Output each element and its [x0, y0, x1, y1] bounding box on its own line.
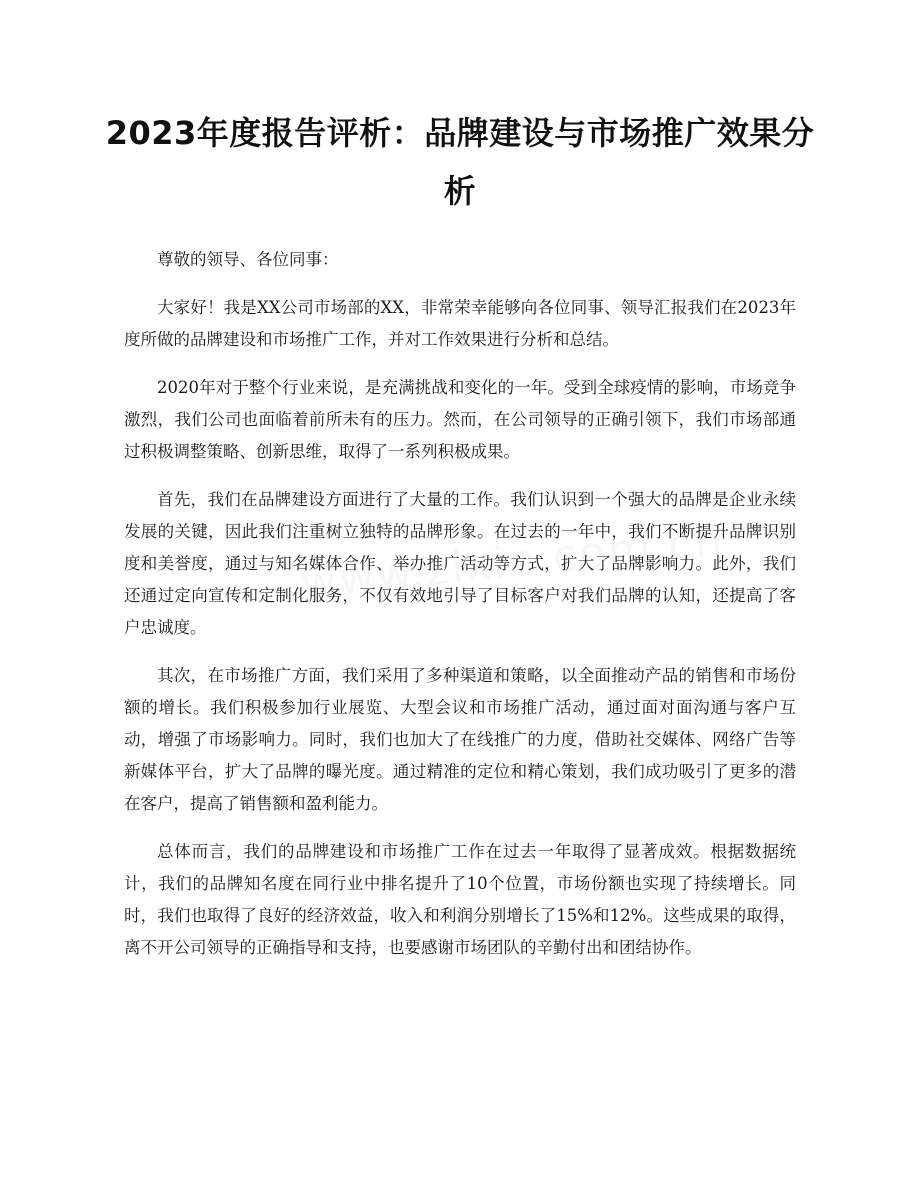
paragraph-brand-building: 首先，我们在品牌建设方面进行了大量的工作。我们认识到一个强大的品牌是企业永续发展的关键，因此我们注重树立独特的品牌形象。在过去的一年中，我们不断提升品牌识别度和美誉度，通过与知名媒体合作、举办推广活动等方式，扩大了品牌影响力。此外，我们还通过定向宣传和定制化服务，不仅有效地引导了目标客户对我们品牌的认知，还提高了客户忠诚度。: [124, 490, 796, 637]
salutation: 尊敬的领导、各位同事：: [157, 250, 339, 269]
document-body: [124, 244, 796, 980]
paragraph-summary: 总体而言，我们的品牌建设和市场推广工作在过去一年取得了显著成效。根据数据统计，我们的品牌知名度在同行业中排名提升了10个位置，市场份额也实现了持续增长。同时，我们也取得了良好的经济效益，收入和利润分别增长了15%和12%。这些成果的取得，离不开公司领导的正确指导和支持，也要感谢市场团队的辛勤付出和团结协作。: [124, 842, 796, 957]
document-title: 2023年度报告评析：品牌建设与市场推广效果分析: [105, 114, 815, 210]
paragraph-market-promotion: 其次，在市场推广方面，我们采用了多种渠道和策略，以全面推动产品的销售和市场份额的增长。我们积极参加行业展览、大型会议和市场推广活动，通过面对面沟通与客户互动，增强了市场影响力。同时，我们也加大了在线推广的力度，借助社交媒体、网络广告等新媒体平台，扩大了品牌的曝光度。通过精准的定位和精心策划，我们成功吸引了更多的潜在客户，提高了销售额和盈利能力。: [124, 666, 796, 813]
paragraph-background: 2020年对于整个行业来说，是充满挑战和变化的一年。受到全球疫情的影响，市场竞争激烈，我们公司也面临着前所未有的压力。然而，在公司领导的正确引领下，我们市场部通过积极调整策略、创新思维，取得了一系列积极成果。: [124, 378, 796, 461]
paragraph-intro: 大家好！我是XX公司市场部的XX，非常荣幸能够向各位同事、领导汇报我们在2023年度所做的品牌建设和市场推广工作，并对工作效果进行分析和总结。: [124, 298, 796, 349]
